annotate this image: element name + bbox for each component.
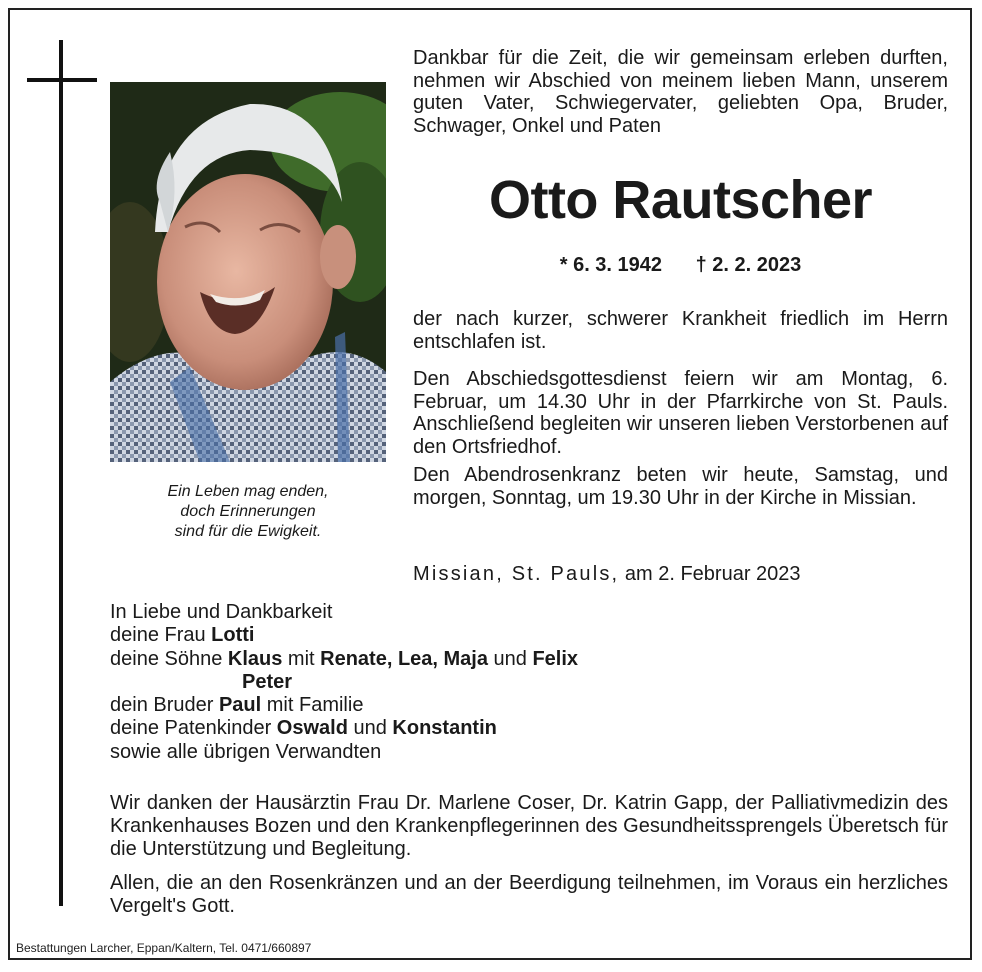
cross-icon-bar bbox=[27, 78, 97, 82]
family-son2: Peter bbox=[242, 670, 293, 693]
funeral-home-footer: Bestattungen Larcher, Eppan/Kaltern, Tel. 0471/660897 bbox=[16, 941, 312, 955]
passing-text: der nach kurzer, schwerer Krankheit friedlich im Herrn entschlafen ist. bbox=[413, 308, 948, 353]
thanks-text: Wir danken der Hausärztin Frau Dr. Marlene Coser, Dr. Katrin Gapp, der Palliativmedizin des Krankenhauses Bozen und den Krankenpflegerinnen des Gesundheitssprengels Überetsch für die Unterstützung und Begleitung. bbox=[110, 792, 948, 860]
date: am 2. Februar 2023 bbox=[624, 563, 801, 585]
final-text: Allen, die an den Rosenkränzen und an der Beerdigung teilnehmen, im Voraus ein herzliches Vergelt's Gott. bbox=[110, 872, 948, 917]
place-and-date bbox=[413, 563, 801, 586]
portrait-photo bbox=[110, 82, 386, 462]
rosary-text: Den Abendrosenkranz beten wir heute, Samstag, und morgen, Sonntag, um 19.30 Uhr in der Kirche in Missian. bbox=[413, 464, 948, 509]
family-relatives: sowie alle übrigen Verwandten bbox=[110, 740, 382, 763]
intro-text: Dankbar für die Zeit, die wir gemeinsam erleben durften, nehmen wir Abschied von meinem lieben Mann, unserem guten Vater, Schwiegervater, geliebten Opa, Bruder, Schwager, Onkel und Paten bbox=[413, 47, 948, 137]
place: Missian, St. Pauls, bbox=[413, 563, 620, 585]
family-sons: deine Söhne Klaus mit Renate, Lea, Maja und Felix bbox=[110, 647, 579, 670]
cross-icon bbox=[59, 40, 63, 906]
family-godchildren: deine Patenkinder Oswald und Konstantin bbox=[110, 717, 497, 740]
quote-line: Ein Leben mag enden, bbox=[167, 483, 329, 500]
quote-line: doch Erinnerungen bbox=[180, 503, 316, 520]
quote-line: sind für die Ewigkeit. bbox=[174, 523, 322, 540]
family-brother: dein Bruder Paul mit Familie bbox=[110, 694, 364, 717]
death-date: † 2. 2. 2023 bbox=[695, 254, 802, 276]
family-intro: In Liebe und Dankbarkeit bbox=[110, 601, 333, 623]
deceased-name: Otto Rautscher bbox=[488, 170, 873, 230]
family-wife: deine Frau Lotti bbox=[110, 624, 255, 647]
memorial-quote bbox=[110, 482, 386, 542]
family-list bbox=[110, 601, 578, 764]
life-dates bbox=[413, 254, 948, 277]
funeral-text: Den Abschiedsgottesdienst feiern wir am Montag, 6. Februar, um 14.30 Uhr in der Pfarrkirche von St. Pauls. Anschließend begleiten wir unseren lieben Verstorbenen auf den Ortsfriedhof. bbox=[413, 368, 948, 458]
birth-date: * 6. 3. 1942 bbox=[559, 254, 663, 276]
